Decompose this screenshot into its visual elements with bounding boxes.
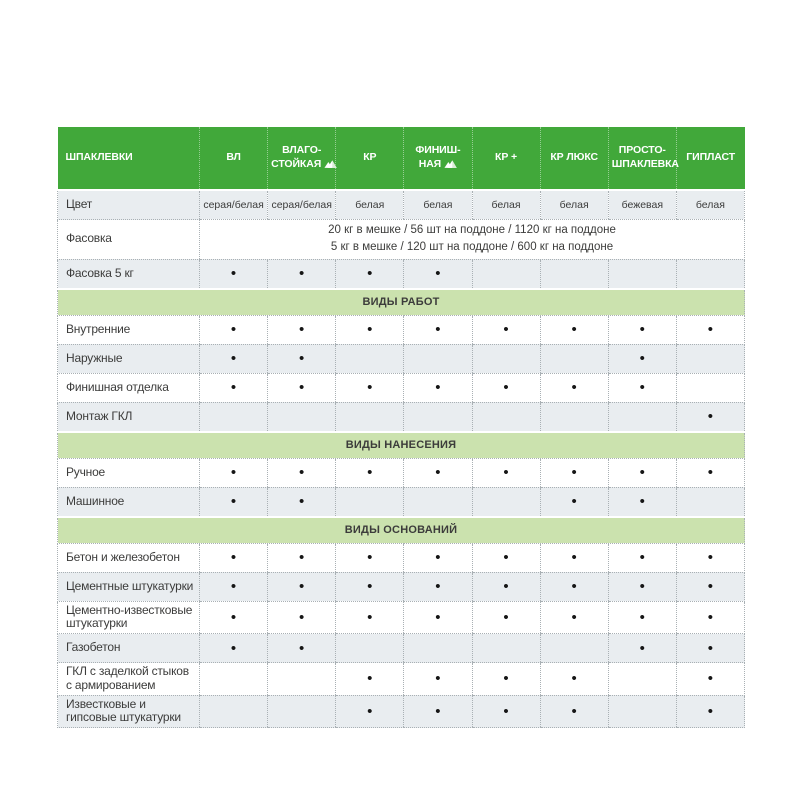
row-label: Внутренние — [58, 315, 200, 344]
row-label: Цементно-известковые штукатурки — [58, 601, 200, 634]
bullet-dot: • — [503, 379, 509, 396]
value-cell: белая — [336, 190, 404, 220]
dot-cell — [472, 458, 540, 487]
section-band-row — [58, 517, 745, 544]
bullet-dot: • — [367, 670, 373, 688]
dot-cell — [540, 487, 608, 517]
empty-cell — [540, 402, 608, 432]
bullet-dot: • — [230, 493, 237, 510]
dot-cell — [336, 543, 404, 572]
empty-cell — [676, 259, 744, 289]
row-label: Фасовка — [58, 220, 200, 260]
dot-cell — [472, 572, 540, 601]
empty-cell — [608, 402, 676, 432]
empty-cell — [200, 695, 268, 728]
bullet-dot: • — [435, 321, 441, 338]
column-header-label: ПРОСТО- — [618, 144, 666, 157]
bullet-dot: • — [299, 578, 305, 595]
empty-cell — [268, 402, 336, 432]
table-row — [58, 344, 745, 373]
dot-cell — [608, 543, 676, 572]
value-cell: белая — [404, 190, 472, 220]
mountain-icon — [444, 158, 457, 172]
column-header-label: ВЛ — [226, 151, 241, 164]
dot-cell — [336, 663, 404, 696]
empty-cell — [336, 344, 404, 373]
dot-cell — [200, 634, 268, 663]
dot-cell — [676, 572, 744, 601]
bullet-dot: • — [299, 265, 305, 282]
bullet-dot: • — [230, 464, 237, 481]
bullet-dot: • — [571, 379, 577, 396]
row-label: Наружные — [58, 344, 200, 373]
dot-cell — [200, 259, 268, 289]
bullet-dot: • — [367, 608, 373, 626]
bullet-dot: • — [639, 493, 645, 510]
empty-cell — [608, 663, 676, 696]
bullet-dot: • — [707, 639, 714, 657]
dot-cell — [608, 572, 676, 601]
table-row — [58, 601, 745, 634]
empty-cell — [676, 373, 744, 402]
value-cell: белая — [472, 190, 540, 220]
dot-cell — [336, 259, 404, 289]
dot-cell — [404, 315, 472, 344]
dot-cell — [268, 344, 336, 373]
bullet-dot: • — [230, 639, 237, 657]
bullet-dot: • — [230, 379, 237, 396]
bullet-dot: • — [571, 321, 577, 338]
empty-cell — [472, 259, 540, 289]
value-cell: серая/белая — [200, 190, 268, 220]
bullet-dot: • — [571, 578, 577, 595]
empty-cell — [404, 402, 472, 432]
bullet-dot: • — [299, 321, 305, 338]
bullet-dot: • — [367, 702, 373, 720]
bullet-dot: • — [435, 549, 441, 566]
bullet-dot: • — [707, 702, 714, 720]
empty-cell — [404, 634, 472, 663]
column-header-label: ШПАКЛЕВКИ — [65, 151, 133, 164]
table-row — [58, 259, 745, 289]
empty-cell — [472, 634, 540, 663]
empty-cell — [336, 402, 404, 432]
row-label: Монтаж ГКЛ — [58, 402, 200, 432]
dot-cell — [608, 601, 676, 634]
dot-cell — [404, 543, 472, 572]
column-header-label: СТОЙКАЯ — [271, 158, 322, 170]
table-row — [58, 402, 745, 432]
table-row — [58, 572, 745, 601]
bullet-dot: • — [230, 321, 237, 338]
dot-cell — [404, 663, 472, 696]
empty-cell — [200, 402, 268, 432]
dot-cell — [540, 315, 608, 344]
bullet-dot: • — [230, 578, 237, 595]
bullet-dot: • — [230, 549, 237, 566]
empty-cell — [540, 634, 608, 663]
empty-cell — [336, 487, 404, 517]
empty-cell — [404, 487, 472, 517]
dot-cell — [268, 315, 336, 344]
bullet-dot: • — [707, 549, 714, 566]
row-label: Ручное — [58, 458, 200, 487]
dot-cell — [268, 601, 336, 634]
product-column-header — [200, 127, 268, 190]
bullet-dot: • — [571, 702, 577, 720]
product-column-header — [608, 127, 679, 190]
table-row — [58, 458, 745, 487]
product-column-header — [336, 127, 404, 190]
bullet-dot: • — [299, 379, 305, 396]
bullet-dot: • — [299, 608, 305, 626]
row-label: Цвет — [58, 190, 200, 220]
product-column-header — [404, 127, 472, 190]
bullet-dot: • — [571, 549, 577, 566]
bullet-dot: • — [367, 464, 373, 481]
empty-cell — [608, 259, 676, 289]
bullet-dot: • — [299, 464, 305, 481]
column-header-label: КР ЛЮКС — [550, 151, 599, 164]
bullet-dot: • — [503, 702, 509, 720]
bullet-dot: • — [639, 608, 645, 626]
value-cell: белая — [676, 190, 744, 220]
bullet-dot: • — [503, 321, 509, 338]
dot-cell — [472, 315, 540, 344]
dot-cell — [200, 543, 268, 572]
dot-cell — [676, 315, 744, 344]
section-header: ВИДЫ РАБОТ — [58, 289, 745, 316]
dot-cell — [404, 601, 472, 634]
bullet-dot: • — [435, 702, 441, 720]
bullet-dot: • — [707, 464, 714, 481]
dot-cell — [472, 373, 540, 402]
bullet-dot: • — [367, 265, 373, 282]
bullet-dot: • — [503, 608, 509, 626]
bullet-dot: • — [230, 608, 237, 626]
row-label: Бетон и железобетон — [58, 543, 200, 572]
product-column-header — [676, 127, 744, 190]
bullet-dot: • — [571, 670, 577, 688]
empty-cell — [336, 634, 404, 663]
bullet-dot: • — [503, 578, 509, 595]
row-label: Финишная отделка — [58, 373, 200, 402]
dot-cell — [608, 458, 676, 487]
dot-cell — [540, 601, 608, 634]
dot-cell — [200, 373, 268, 402]
bullet-dot: • — [435, 464, 441, 481]
table-row — [58, 695, 745, 728]
bullet-dot: • — [639, 549, 645, 566]
dot-cell — [200, 601, 268, 634]
dot-cell — [608, 634, 676, 663]
bullet-dot: • — [367, 578, 373, 595]
dot-cell — [472, 543, 540, 572]
table-row — [58, 373, 745, 402]
empty-cell — [404, 344, 472, 373]
dot-cell — [200, 344, 268, 373]
dot-cell — [268, 458, 336, 487]
dot-cell — [200, 458, 268, 487]
packaging-line: 5 кг в мешке / 120 шт на поддоне / 600 кг на поддоне — [330, 241, 614, 254]
bullet-dot: • — [503, 549, 509, 566]
dot-cell — [472, 663, 540, 696]
dot-cell — [268, 487, 336, 517]
bullet-dot: • — [299, 493, 305, 510]
bullet-dot: • — [435, 608, 441, 626]
bullet-dot: • — [367, 379, 373, 396]
bullet-dot: • — [571, 608, 577, 626]
section-header: ВИДЫ ОСНОВАНИЙ — [58, 517, 745, 544]
table-title-cell — [58, 127, 200, 190]
dot-cell — [404, 259, 472, 289]
dot-cell — [608, 487, 676, 517]
dot-cell — [268, 259, 336, 289]
row-label: Газобетон — [58, 634, 200, 663]
section-header: ВИДЫ НАНЕСЕНИЯ — [58, 432, 745, 459]
bullet-dot: • — [571, 493, 577, 510]
product-column-header — [472, 127, 540, 190]
bullet-dot: • — [571, 464, 577, 481]
column-header-label: КР + — [495, 151, 518, 164]
empty-cell — [472, 402, 540, 432]
empty-cell — [268, 663, 336, 696]
dot-cell — [336, 695, 404, 728]
empty-cell — [268, 695, 336, 728]
dot-cell — [540, 663, 608, 696]
dot-cell — [608, 373, 676, 402]
bullet-dot: • — [367, 549, 373, 566]
bullet-dot: • — [435, 379, 441, 396]
dot-cell — [676, 634, 744, 663]
dot-cell — [268, 634, 336, 663]
dot-cell — [336, 373, 404, 402]
bullet-dot: • — [639, 578, 645, 595]
dot-cell — [540, 373, 608, 402]
bullet-dot: • — [707, 578, 714, 595]
empty-cell — [608, 695, 676, 728]
value-cell: белая — [540, 190, 608, 220]
product-column-header — [268, 127, 336, 190]
bullet-dot: • — [707, 608, 714, 626]
dot-cell — [336, 601, 404, 634]
dot-cell — [404, 695, 472, 728]
empty-cell — [200, 663, 268, 696]
row-label: Цементные штукатурки — [58, 572, 200, 601]
section-band-row — [58, 289, 745, 316]
value-cell: серая/белая — [268, 190, 336, 220]
bullet-dot: • — [639, 464, 645, 481]
table-row — [58, 543, 745, 572]
column-header-label: ГИПЛАСТ — [686, 151, 736, 164]
table-row — [58, 663, 745, 696]
bullet-dot: • — [299, 639, 305, 657]
bullet-dot: • — [367, 321, 373, 338]
table-header-row — [58, 127, 745, 190]
dot-cell — [200, 572, 268, 601]
dot-cell — [540, 458, 608, 487]
bullet-dot: • — [639, 350, 645, 367]
bullet-dot: • — [707, 408, 714, 425]
product-column-header — [540, 127, 608, 190]
dot-cell — [200, 487, 268, 517]
dot-cell — [608, 315, 676, 344]
empty-cell — [472, 487, 540, 517]
empty-cell — [540, 344, 608, 373]
dot-cell — [268, 373, 336, 402]
bullet-dot: • — [230, 265, 237, 282]
dot-cell — [676, 601, 744, 634]
row-label: Машинное — [58, 487, 200, 517]
bullet-dot: • — [435, 578, 441, 595]
value-cell: бежевая — [608, 190, 676, 220]
table-row — [58, 220, 745, 260]
row-label: Известковые и гипсовые штукатурки — [58, 695, 200, 728]
bullet-dot: • — [639, 321, 645, 338]
dot-cell — [268, 572, 336, 601]
dot-cell — [200, 315, 268, 344]
packaging-line: 20 кг в мешке / 56 шт на поддоне / 1120 кг на поддоне — [328, 224, 616, 236]
dot-cell — [676, 458, 744, 487]
dot-cell — [336, 572, 404, 601]
dot-cell — [404, 458, 472, 487]
bullet-dot: • — [503, 670, 509, 688]
bullet-dot: • — [230, 350, 237, 367]
column-header-label: КР — [363, 151, 377, 164]
dot-cell — [336, 315, 404, 344]
empty-cell — [472, 344, 540, 373]
dot-cell — [336, 458, 404, 487]
dot-cell — [540, 572, 608, 601]
dot-cell — [540, 543, 608, 572]
empty-cell — [676, 487, 744, 517]
dot-cell — [540, 695, 608, 728]
bullet-dot: • — [707, 670, 714, 688]
table-row — [58, 190, 745, 220]
column-header-label: ВЛАГО- — [282, 144, 322, 157]
dot-cell — [676, 663, 744, 696]
dot-cell — [676, 543, 744, 572]
section-band-row — [58, 432, 745, 459]
dot-cell — [404, 572, 472, 601]
column-header-label: НАЯ — [418, 158, 442, 170]
row-label: ГКЛ с заделкой стыков с армированием — [58, 663, 200, 696]
row-label: Фасовка 5 кг — [58, 259, 200, 289]
column-header-label: ФИНИШ- — [415, 144, 461, 157]
packaging-info-cell — [200, 220, 745, 260]
dot-cell — [472, 601, 540, 634]
dot-cell — [608, 344, 676, 373]
empty-cell — [540, 259, 608, 289]
bullet-dot: • — [639, 379, 645, 396]
dot-cell — [676, 695, 744, 728]
table-row — [58, 315, 745, 344]
bullet-dot: • — [299, 350, 305, 367]
dot-cell — [268, 543, 336, 572]
dot-cell — [472, 695, 540, 728]
mountain-icon — [324, 158, 337, 172]
bullet-dot: • — [299, 549, 305, 566]
putty-comparison-table — [57, 127, 745, 728]
bullet-dot: • — [639, 639, 645, 657]
column-header-label: ШПАКЛЕВКА — [611, 158, 679, 170]
dot-cell — [404, 373, 472, 402]
bullet-dot: • — [435, 265, 441, 282]
table-row — [58, 634, 745, 663]
empty-cell — [676, 344, 744, 373]
bullet-dot: • — [435, 670, 441, 688]
bullet-dot: • — [707, 321, 714, 338]
table-row — [58, 487, 745, 517]
dot-cell — [676, 402, 744, 432]
bullet-dot: • — [503, 464, 509, 481]
